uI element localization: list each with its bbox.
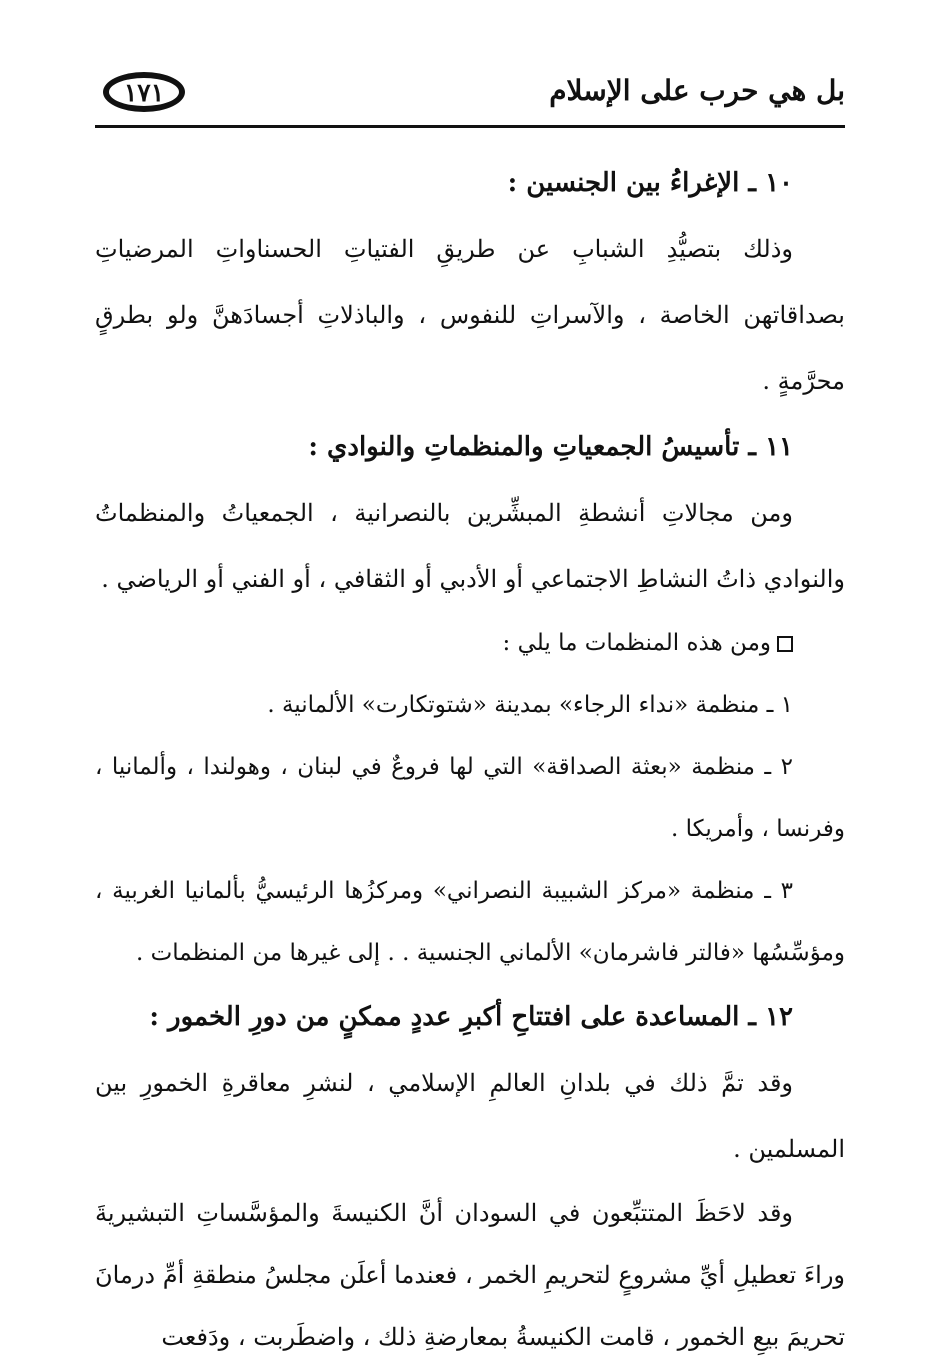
section-12-paragraph-2: وقد لاحَظَ المتتبِّعون في السودان أنَّ الكنيسةَ والمؤسَّساتِ التبشيريةَ وراءَ تعطيلِ أيِّ مشروعٍ لتحريمِ الخمر ، فعندما أعلَن مجلسُ منطقةِ أمِّ درمانَ تحريمَ بيعِ الخمور ، قامت الكنيسةُ بمعارضةِ ذلك ، واضطَربت ، ودَفعت — [95, 1199, 845, 1351]
section-10-paragraph: وذلك بتصيُّدِ الشبابِ عن طريقِ الفتياتِ الحسناواتِ المرضياتِ بصداقاتهن الخاصة ، والآسراتِ للنفوس ، والباذلاتِ أجسادَهنَّ ولو بطرقٍ محرَّمةٍ . — [95, 235, 845, 395]
section-11-list-intro — [95, 612, 845, 674]
square-bullet-icon — [777, 636, 793, 652]
list-item: ٢ ـ منظمة «بعثة الصداقة» التي لها فروعٌ في لبنان ، وهولندا ، وألمانيا ، وفرنسا ، وأمريكا . — [95, 754, 845, 842]
running-title: بل هي حرب على الإسلام — [549, 74, 845, 107]
list-intro-text: ومن هذه المنظمات ما يلي : — [502, 630, 771, 656]
page-body — [95, 150, 845, 1368]
section-11-paragraph: ومن مجالاتِ أنشطةِ المبشِّرين بالنصرانية ، الجمعياتُ والمنظماتُ والنوادي ذاتُ النشاطِ الاجتماعي أو الأدبي أو الثقافي ، أو الفني أو الرياضي . — [95, 499, 845, 593]
list-item: ٣ ـ منظمة «مركز الشبيبة النصراني» ومركزُها الرئيسيُّ بألمانيا الغربية ، ومؤسِّسُها «فالتر فاشرمان» الألماني الجنسية . . إلى غيرها من المنظمات . — [95, 878, 845, 966]
list-item: ١ ـ منظمة «نداء الرجاء» بمدينة «شتوتكارت» الألمانية . — [267, 692, 793, 718]
section-11-heading: ١١ ـ تأسيسُ الجمعياتِ والمنظماتِ والنوادي : — [308, 432, 793, 462]
page-header — [95, 60, 845, 128]
page-number: ١٧١ — [103, 72, 185, 112]
header-rule — [95, 125, 845, 128]
section-10-heading: ١٠ ـ الإغراءُ بين الجنسين : — [507, 168, 793, 198]
section-12-heading: ١٢ ـ المساعدة على افتتاحِ أكبرِ عددٍ ممكنٍ من دورِ الخمور : — [149, 1002, 793, 1032]
section-12-paragraph-1: وقد تمَّ ذلك في بلدانِ العالمِ الإسلامي ، لنشرِ معاقرةِ الخمورِ بين المسلمين . — [95, 1069, 845, 1163]
